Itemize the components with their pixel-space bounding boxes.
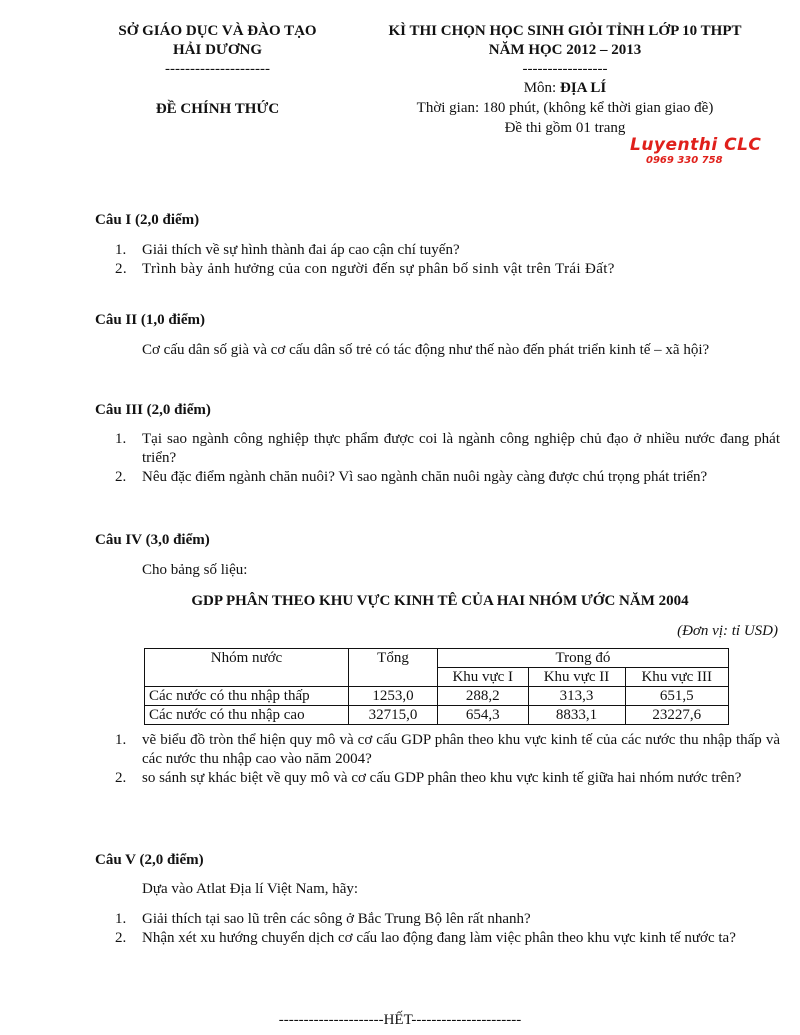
q5-title: Câu V (2,0 điểm) [95, 852, 204, 868]
exam-time: Thời gian: 180 phút, (không kể thời gian giao đề) [416, 100, 714, 116]
q3-list [115, 430, 780, 487]
department-line-2: HẢI DƯƠNG [172, 42, 263, 58]
list-item: 1. Tại sao ngành công nghiệp thực phẩm được coi là ngành công nghiệp chủ đạo ở nhiều nước đang phát triển? [115, 431, 780, 466]
right-divider: ----------------- [522, 61, 608, 77]
exam-title [355, 22, 775, 60]
cell-k3: 23227,6 [625, 706, 729, 725]
header-total: Tổng [349, 649, 438, 687]
department-line-1: SỞ GIÁO DỤC VÀ ĐÀO TẠO [118, 23, 317, 39]
gdp-table [144, 648, 729, 725]
q1-list [115, 241, 780, 279]
q4-list [115, 731, 780, 788]
page-count: Đề thi gồm 01 trang [504, 120, 626, 136]
cell-k1: 288,2 [438, 687, 529, 706]
list-item: 1. Giải thích về sự hình thành đai áp cao cận chí tuyến? [115, 242, 460, 258]
header-group: Nhóm nước [145, 649, 349, 687]
header-of-which: Trong đó [438, 649, 729, 668]
list-item: 2. so sánh sự khác biệt về quy mô và cơ cấu GDP phân theo khu vực kinh tế giữa hai nhóm nước trên? [115, 770, 742, 786]
logo-name: Luyenthi CLC [630, 135, 762, 155]
logo-phone: 0969 330 758 [646, 155, 723, 166]
exam-title-line-2: NĂM HỌC 2012 – 2013 [488, 42, 642, 58]
header-k3: Khu vực III [625, 668, 729, 687]
q5-list [115, 910, 780, 948]
q1-title: Câu I (2,0 điểm) [95, 212, 200, 228]
header-k2: Khu vực II [528, 668, 625, 687]
cell-total: 1253,0 [349, 687, 438, 706]
department-name [90, 22, 345, 60]
table-row [145, 687, 729, 706]
q3-title: Câu III (2,0 điểm) [95, 402, 211, 418]
cell-group: Các nước có thu nhập thấp [145, 687, 349, 706]
cell-k2: 313,3 [528, 687, 625, 706]
list-item: 2. Nhận xét xu hướng chuyển dịch cơ cấu lao động đang làm việc phân theo khu vực kinh tế nước ta? [115, 930, 736, 946]
cell-k1: 654,3 [438, 706, 529, 725]
q4-title: Câu IV (3,0 điểm) [95, 532, 210, 548]
table-header-row [145, 649, 729, 668]
table-unit: (Đơn vị: tỉ USD) [677, 623, 778, 639]
header-k1: Khu vực I [438, 668, 529, 687]
end-marker: ---------------------HẾT---------------------- [278, 1012, 522, 1028]
list-item: 1. Giải thích tại sao lũ trên các sông ở Bắc Trung Bộ lên rất nhanh? [115, 911, 531, 927]
q2-text: Cơ cấu dân số già và cơ cấu dân số trẻ có tác động như thế nào đến phát triển kinh tế – xã hội? [142, 342, 710, 358]
table-row [145, 706, 729, 725]
list-item: 2. Trình bày ảnh hưởng của con người đến sự phân bố sinh vật trên Trái Đất? [115, 261, 615, 277]
list-item: 2. Nêu đặc điểm ngành chăn nuôi? Vì sao ngành chăn nuôi ngày càng được chú trọng phát triển? [115, 469, 708, 485]
q4-intro: Cho bảng số liệu: [142, 562, 248, 578]
q2-title: Câu II (1,0 điểm) [95, 312, 206, 328]
official-label: ĐỀ CHÍNH THỨC [155, 101, 280, 117]
subject-name: ĐỊA LÍ [559, 80, 607, 96]
cell-k3: 651,5 [625, 687, 729, 706]
luyenthi-logo [630, 136, 780, 167]
q5-intro: Dựa vào Atlat Địa lí Việt Nam, hãy: [142, 881, 359, 897]
cell-group: Các nước có thu nhập cao [145, 706, 349, 725]
cell-total: 32715,0 [349, 706, 438, 725]
table-title: GDP PHÂN THEO KHU VỰC KINH TÊ CỦA HAI NHÓM ƯỚC NĂM 2004 [191, 593, 689, 609]
exam-title-line-1: KÌ THI CHỌN HỌC SINH GIỎI TỈNH LỚP 10 THPT [388, 23, 742, 39]
subject-prefix: Môn: [523, 80, 560, 96]
cell-k2: 8833,1 [528, 706, 625, 725]
left-divider: --------------------- [165, 61, 270, 77]
subject-line [355, 79, 775, 98]
list-item: 1. vẽ biểu đồ tròn thể hiện quy mô và cơ cấu GDP phân theo khu vực kinh tế của các nước thu nhập thấp và các nước thu nhập cao vào năm 2004? [115, 732, 780, 767]
